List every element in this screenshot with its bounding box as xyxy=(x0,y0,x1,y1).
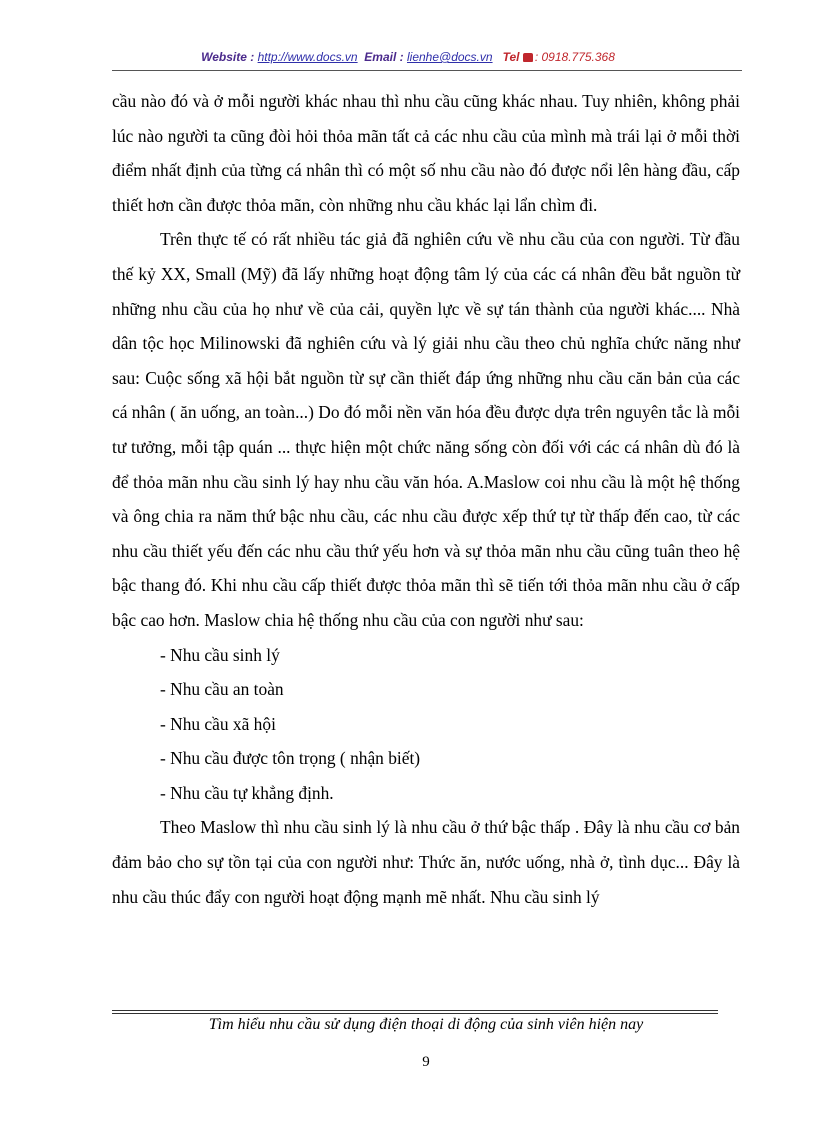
footer-title: Tìm hiểu nhu cầu sử dụng điện thoại di động của sinh viên hiện nay xyxy=(208,1016,644,1033)
tel-label: Tel xyxy=(502,50,520,64)
paragraph-3: Theo Maslow thì nhu cầu sinh lý là nhu cầu ở thứ bậc thấp . Đây là nhu cầu cơ bản đảm bảo cho sự tồn tại của con người như: Thức ăn, nước uống, nhà ở, tình dục... Đây là nhu cầu thúc đẩy con người hoạt động mạnh mẽ nhất. Nhu cầu sinh lý xyxy=(112,817,740,907)
email-link[interactable]: lienhe@docs.vn xyxy=(406,50,493,64)
phone-icon xyxy=(523,53,533,62)
list-item: - Nhu cầu được tôn trọng ( nhận biết) xyxy=(160,748,421,769)
footer-divider xyxy=(112,1010,718,1011)
document-body xyxy=(112,84,740,914)
website-link[interactable]: http://www.docs.vn xyxy=(257,50,358,64)
paragraph-2: Trên thực tế có rất nhiều tác giả đã nghiên cứu về nhu cầu của con người. Từ đầu thế kỷ XX, Small (Mỹ) đã lấy những hoạt động tâm lý của các cá nhân đều bắt nguồn từ những nhu cầu của họ như về của cải, quyền lực về sự tán thành của người khác.... Nhà dân tộc học Milinowski đã nghiên cứu và lý giải nhu cầu theo chủ nghĩa chức năng như sau: Cuộc sống xã hội bắt nguồn từ sự cần thiết đáp ứng những nhu cầu căn bản của các cá nhân ( ăn uống, an toàn...) Do đó mỗi nền văn hóa đều được dựa trên nguyên tắc là mỗi tư tưởng, mỗi tập quán ... thực hiện một chức năng sống còn đối với các cá nhân dù đó là để thỏa mãn nhu cầu sinh lý hay nhu cầu văn hóa. A.Maslow coi nhu cầu là một hệ thống và ông chia ra năm thứ bậc nhu cầu, các nhu cầu được xếp thứ tự từ thấp đến cao, từ các nhu cầu thiết yếu đến các nhu cầu thứ yếu hơn và sự thỏa mãn nhu cầu cũng tuân theo hệ bậc thang đó. Khi nhu cầu cấp thiết được thỏa mãn thì sẽ tiến tới thỏa mãn nhu cầu ở cấp bậc cao hơn. Maslow chia hệ thống nhu cầu của con người như sau: xyxy=(112,229,740,630)
list-item: - Nhu cầu xã hội xyxy=(160,713,276,734)
list-item: - Nhu cầu tự khẳng định. xyxy=(160,782,334,803)
list-item: - Nhu cầu sinh lý xyxy=(160,644,280,665)
website-label: Website : xyxy=(201,50,255,64)
paragraph-1: cầu nào đó và ở mỗi người khác nhau thì nhu cầu cũng khác nhau. Tuy nhiên, không phải lúc nào người ta cũng đòi hỏi thỏa mãn tất cả các nhu cầu của mình mà trái lại ở mỗi thời điểm nhất định của từng cá nhân thì có một số nhu cầu nào đó được nổi lên hàng đầu, cấp thiết hơn cần được thỏa mãn, còn những nhu cầu khác lại lẩn chìm đi. xyxy=(112,91,740,215)
list-item: - Nhu cầu an toàn xyxy=(160,679,284,700)
footer-divider xyxy=(112,1013,718,1014)
email-label: Email xyxy=(364,50,397,64)
page-number: 9 xyxy=(422,1054,430,1070)
header-divider xyxy=(112,70,742,71)
email-separator: : xyxy=(396,50,404,64)
page-header xyxy=(0,50,816,64)
tel-value: : 0918.775.368 xyxy=(534,50,615,64)
